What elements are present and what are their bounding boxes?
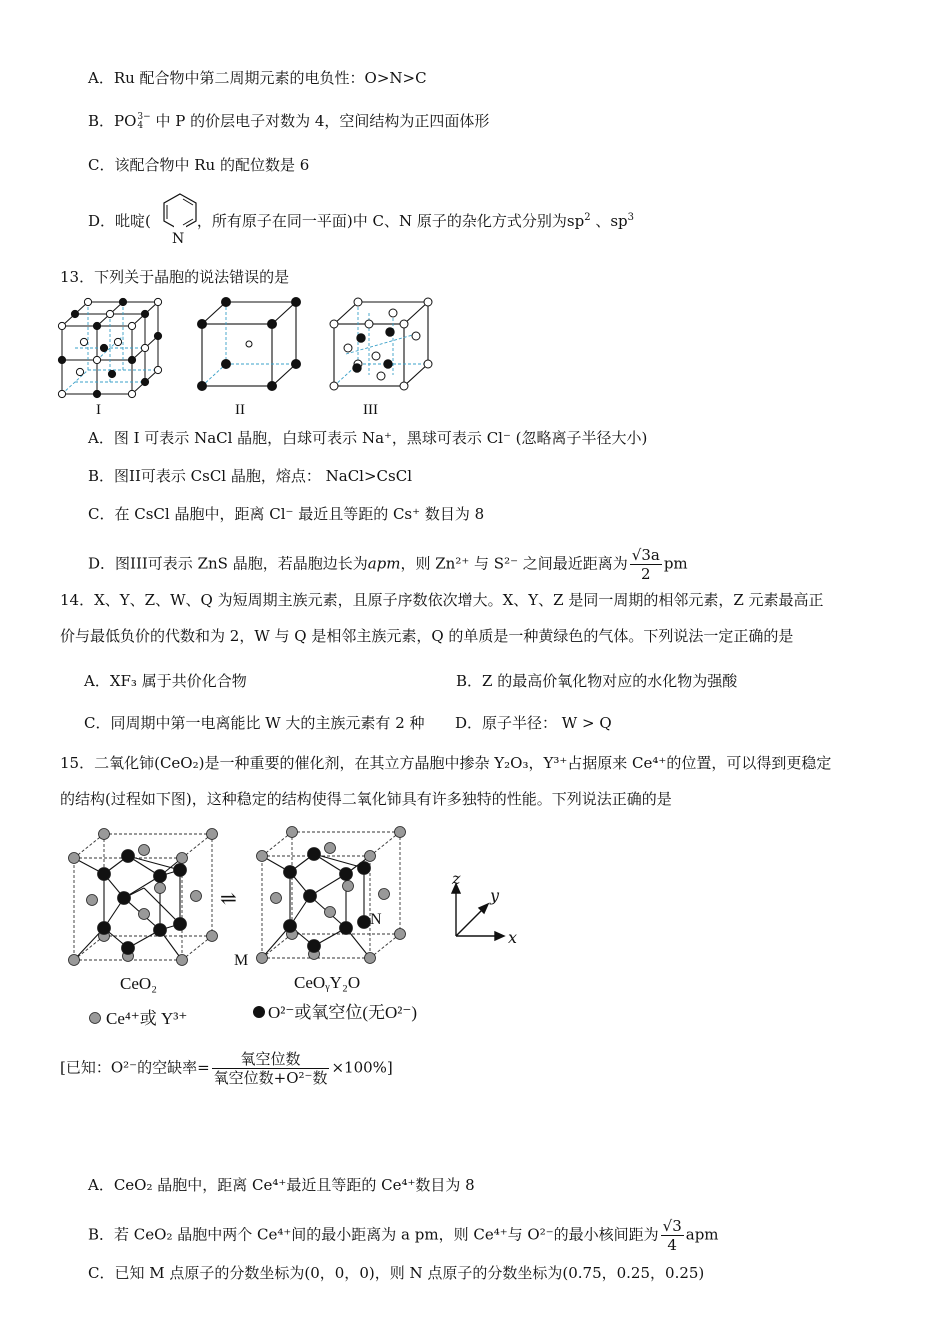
q12-option-c: C．该配合物中 Ru 的配位数是 6 (88, 156, 310, 174)
axis-x-label: x (508, 928, 518, 947)
q14-option-a: A．XF₃ 属于共价化合物 (84, 672, 247, 690)
ceo2-label: CeO₂ (120, 974, 158, 993)
q13-option-c: C．在 CsCl 晶胞中，距离 Cl⁻ 最近且等距的 Cs⁺ 数目为 8 (88, 505, 485, 523)
q15-option-c: C．已知 M 点原子的分数坐标为(0，0，0)，则 N 点原子的分数坐标为(0.75，0.25，0.25) (88, 1264, 705, 1282)
q14-stem-line2: 价与最低负价的代数和为 2，W 与 Q 是相邻主族元素，Q 的单质是一种黄绿色的气体。下列说法一定正确的是 (60, 627, 794, 645)
vacancy-rate-formula: [已知：O²⁻的空缺率= $\frac{\text{氧空位数}}{\text{氧空位数+O²⁻数}}$ ×100%] (60, 1050, 393, 1087)
q13-stem: 13．下列关于晶胞的说法错误的是 (60, 268, 290, 286)
q14-option-c: C．同周期中第一电离能比 W 大的主族元素有 2 种 (84, 714, 425, 732)
q13-option-b: B．图II可表示 CsCl 晶胞，熔点： NaCl>CsCl (88, 467, 412, 485)
phosphate-ion: PO 3− 4 (114, 112, 151, 131)
q12-option-a: A．Ru 配合物中第二周期元素的电负性：O>N>C (88, 69, 427, 87)
q15-stem-line1: 15．二氧化铈(CeO₂)是一种重要的催化剂，在其立方晶胞中掺杂 Y₂O₃，Y³⁺占据原来 Ce⁴⁺的位置，可以得到更稳定 (60, 754, 832, 772)
q12-option-d: D．吡啶( ，所有原子在同一平面)中 C、N 原子的杂化方式分别为$sp^2$ 、$sp^3$ (88, 212, 635, 230)
coordinate-axes (446, 880, 516, 950)
q14-option-b: B．Z 的最高价氧化物对应的水化物为强酸 (456, 672, 738, 690)
distance-fraction: $\frac{√3a}{2}$ (631, 546, 660, 583)
legend-black-marker (252, 1005, 266, 1019)
figure-label-i: I (96, 402, 101, 418)
legend-black-label: O²⁻或氧空位(无O²⁻) (268, 1003, 418, 1022)
point-n-label: N (370, 911, 382, 928)
legend-gray-label: Ce⁴⁺或 Y³⁺ (106, 1009, 188, 1028)
ceoy-y2o-label: CeOᵧY₂O (294, 973, 361, 992)
q13-option-d: D．图III可表示 ZnS 晶胞，若晶胞边长为apm，则 Zn²⁺ 与 S²⁻ 之间最近距离为 $\frac{√3a}{2}$ pm (88, 546, 688, 583)
equilibrium-arrow: ⇌ (220, 886, 237, 910)
axis-y-label: y (490, 886, 500, 905)
q14-option-d: D．原子半径： W > Q (455, 714, 612, 732)
figure-label-ii: II (235, 402, 245, 418)
crystal-figure-iii (328, 298, 434, 390)
vacancy-rate-fraction: $\frac{\text{氧空位数}}{\text{氧空位数+O²⁻数}}$ (213, 1050, 328, 1087)
q12-option-b-text: 中 P 的价层电子对数为 4，空间结构为正四面体形 (155, 112, 490, 130)
q15-option-b: B．若 CeO₂ 晶胞中两个 Ce⁴⁺间的最小距离为 a pm，则 Ce⁴⁺与 O²⁻的最小核间距为 $\frac{√3}{4}$ apm (88, 1217, 719, 1254)
ceo2-cell (64, 830, 224, 970)
distance-fraction-b: $\frac{√3}{4}$ (662, 1217, 682, 1254)
pyridine-n-label: N (172, 231, 185, 247)
q13-option-a: A．图 I 可表示 NaCl 晶胞，白球可表示 Na⁺，黑球可表示 Cl⁻ (忽略离子半径大小) (88, 429, 648, 447)
figure-label-iii: III (363, 402, 378, 418)
crystal-figure-i (56, 296, 166, 401)
point-m-label: M (234, 952, 249, 969)
q12-option-b-label: B． (88, 112, 115, 130)
q12-option-b (88, 111, 489, 131)
q14-stem-line1: 14．X、Y、Z、W、Q 为短周期主族元素，且原子序数依次增大。X、Y、Z 是同一周期的相邻元素，Z 元素最高正 (60, 591, 824, 609)
ceoy-y2o-cell (252, 826, 412, 966)
axis-z-label: z (452, 869, 461, 888)
q15-stem-line2: 的结构(过程如下图)，这种稳定的结构使得二氧化铈具有许多独特的性能。下列说法正确的是 (60, 790, 672, 808)
edge-length-var: apm (367, 554, 401, 573)
crystal-figure-ii (196, 298, 302, 390)
legend-gray-marker (88, 1011, 102, 1025)
q15-option-a: A．CeO₂ 晶胞中，距离 Ce⁴⁺最近且等距的 Ce⁴⁺数目为 8 (88, 1176, 475, 1194)
